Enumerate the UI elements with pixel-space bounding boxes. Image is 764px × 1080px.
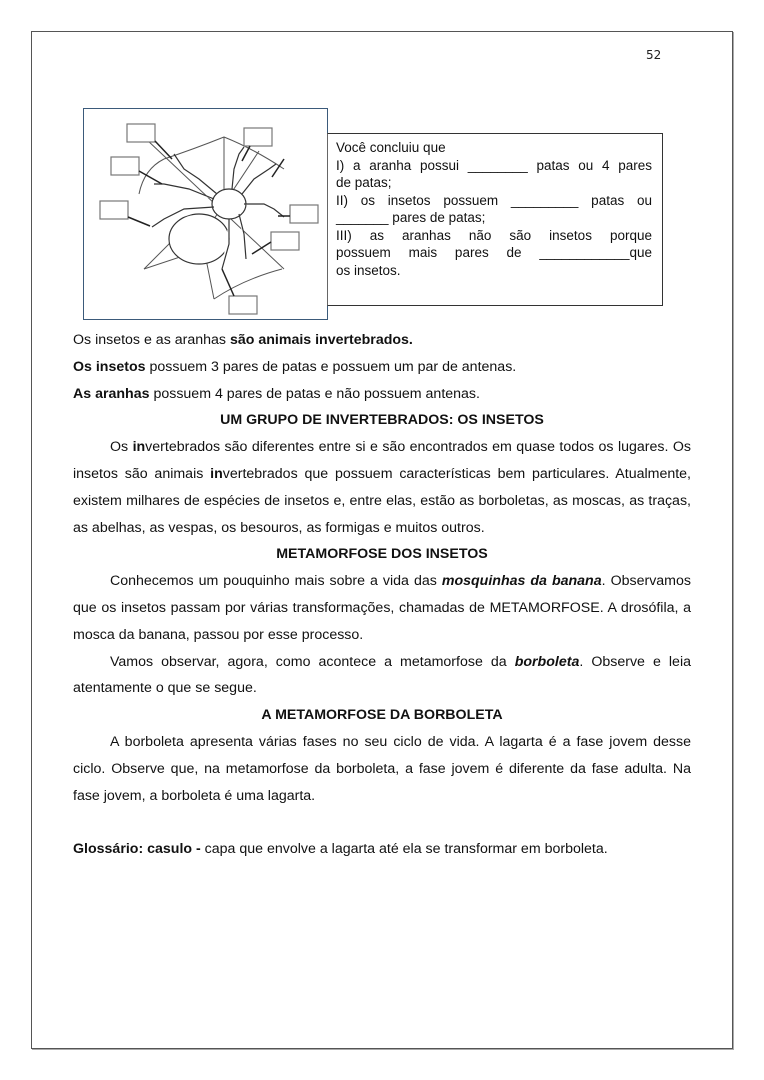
spider-figure (83, 108, 328, 320)
text-bold: in (132, 439, 146, 456)
glossary-definition: capa que envolve a lagarta até ela se transformar em borboleta. (200, 841, 608, 858)
fact-bold: são animais invertebrados. (229, 332, 413, 348)
text: . Observamos que os insetos passam por várias transformações, chamadas de METAMORFOSE. A drosófila, a mosca da banana, passou por esse processo. (73, 573, 691, 643)
fact-text: Os insetos e as aranhas (73, 332, 230, 348)
fact-line-3 (73, 381, 691, 408)
text: . Observe e leia atentamente o que se segue. (73, 653, 691, 697)
conclusion-box (327, 133, 663, 306)
text: vertebrados que possuem características bem particulares. Atualmente, existem milhares de espécies de insetos e, entre elas, estão as borboletas, as moscas, as traças, as abelhas, as vespas, os besouros, as formigas e muitos outros. (73, 465, 691, 536)
fact-bold: As aranhas (73, 385, 150, 402)
fact-text: possuem 4 pares de patas e não possuem antenas. (149, 385, 480, 402)
fact-line-2 (73, 354, 691, 381)
paragraph-butterfly-cycle: A borboleta apresenta várias fases no seu ciclo de vida. A lagarta é a fase jovem desse ciclo. Observe que, na metamorfose da borboleta, a fase jovem é diferente da fase adulta. Na fase jovem, a borboleta é uma lagarta. (73, 733, 691, 804)
glossary (73, 836, 691, 863)
text: Os (110, 439, 133, 456)
main-content (73, 327, 691, 863)
conclusion-item-1: I) a aranha possui ________ patas ou 4 pares (336, 157, 652, 173)
spider-diagram-icon (84, 109, 327, 319)
conclusion-item-3-cont: possuem mais pares de ____________que (336, 245, 652, 260)
conclusion-item-2-cont: _______ pares de patas; (336, 210, 486, 225)
section-heading-metamorphosis: METAMORFOSE DOS INSETOS (276, 546, 488, 563)
conclusion-item-2: II) os insetos possuem _________ patas ou (336, 192, 652, 208)
fact-line-1 (73, 327, 691, 354)
conclusion-item-3-end: os insetos. (336, 262, 401, 278)
section-heading-insects: UM GRUPO DE INVERTEBRADOS: OS INSETOS (220, 412, 544, 429)
conclusion-item-1-cont: de patas; (336, 175, 392, 190)
text-bold-italic: borboleta (514, 653, 580, 670)
fact-text: possuem 3 pares de patas e possuem um par de antenas. (145, 358, 517, 375)
text: Conhecemos um pouquinho mais sobre a vida das (110, 573, 442, 590)
text-bold-italic: mosquinhas da banana (441, 573, 602, 590)
text-bold: in (210, 465, 223, 482)
fact-bold: Os insetos (73, 358, 146, 375)
conclusion-intro: Você concluiu que (336, 140, 446, 155)
spacer (73, 809, 691, 836)
section-heading-butterfly: A METAMORFOSE DA BORBOLETA (261, 707, 503, 724)
text: vertebrados são diferentes entre si e são encontrados em quase todos os lugares. Os insetos são animais (73, 439, 691, 482)
paragraph-banana-flies (73, 568, 691, 648)
page-number: 52 (646, 48, 662, 62)
paragraph-invertebrates (73, 434, 691, 541)
text: Vamos observar, agora, como acontece a metamorfose da (110, 653, 515, 670)
conclusion-item-3: III) as aranhas não são insetos porque (336, 227, 652, 243)
paragraph-butterfly-intro (73, 649, 691, 703)
glossary-term: Glossário: casulo - (73, 841, 201, 858)
